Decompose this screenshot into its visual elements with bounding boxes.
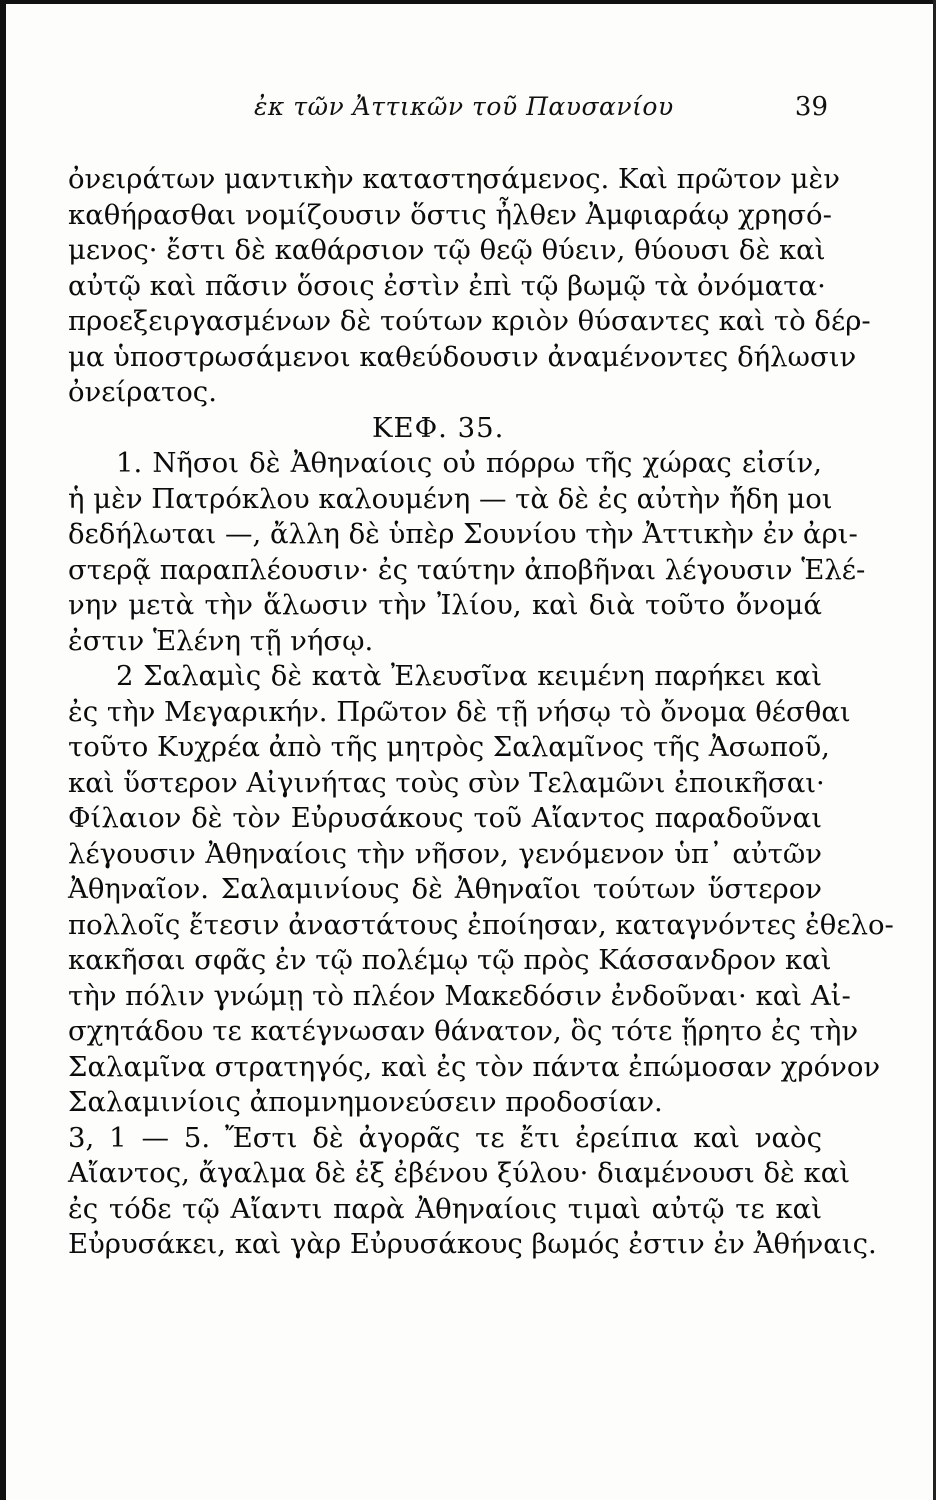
scan-border-top (0, 0, 936, 4)
scan-border-left (0, 0, 6, 1500)
text-line: Εὐρυσάκει, καὶ γὰρ Εὐρυσάκους βωμός ἐστιν ἐν Ἀθήναις. (68, 1228, 877, 1260)
text-line: λέγουσιν Ἀθηναίοις τὴν νῆσον, γενόμενον ὑπ᾽ αὐτῶν (68, 837, 822, 870)
text-line: Αἴαντος, ἄγαλμα δὲ ἐξ ἐβένου ξύλου· διαμένουσι δὲ καὶ (68, 1157, 851, 1189)
text-line: νην μετὰ τὴν ἅλωσιν τὴν Ἰλίου, καὶ διὰ τοῦτο ὄνομά (68, 589, 822, 621)
text-line: ἐστιν Ἑλένη τῇ νήσῳ. (68, 624, 374, 657)
text-line: πολλοῖς ἔτεσιν ἀναστάτους ἐποίησαν, καταγνόντες ἐθελο- (68, 908, 894, 941)
text-line: ὀνειράτων μαντικὴν καταστησάμενος. Καὶ πρῶτον μὲν (68, 163, 840, 195)
text-line: αὐτῷ καὶ πᾶσιν ὅσοις ἐστὶν ἐπὶ τῷ βωμῷ τὰ ὀνόματα· (68, 269, 826, 302)
text-line: τὴν πόλιν γνώμῃ τὸ πλέον Μακεδόσιν ἐνδοῦναι· καὶ Αἰ- (68, 979, 851, 1012)
text-line: μα ὑποστρωσάμενοι καθεύδουσιν ἀναμένοντες δήλωσιν (68, 340, 857, 373)
chapter-heading: ΚΕΦ. 35. (372, 411, 505, 444)
text-line: ὀνείρατος. (68, 376, 217, 408)
text-line: ἐς τόδε τῷ Αἴαντι παρὰ Ἀθηναίοις τιμαὶ αὐτῷ τε καὶ (68, 1192, 822, 1225)
running-title: ἐκ τῶν Ἀττικῶν τοῦ Παυσανίου (254, 92, 674, 121)
page-number: 39 (794, 92, 828, 122)
text-line: τοῦτο Κυχρέα ἀπὸ τῆς μητρὸς Σαλαμῖνος τῆς Ἀσωποῦ, (68, 731, 830, 763)
text-line: Φίλαιον δὲ τὸν Εὐρυσάκους τοῦ Αἴαντος παραδοῦναι (68, 802, 822, 834)
text-line: ἡ μὲν Πατρόκλου καλουμένη — τὰ δὲ ἐς αὐτὴν ἤδη μοι (68, 482, 833, 515)
text-line: 1. Νῆσοι δὲ Ἀθηναίοις οὐ πόρρω τῆς χώρας εἰσίν, (116, 447, 822, 479)
text-line: Σαλαμῖνα στρατηγός, καὶ ἐς τὸν πάντα ἐπώμοσαν χρόνον (68, 1050, 881, 1083)
text-line: μενος· ἔστι δὲ καθάρσιον τῷ θεῷ θύειν, θύουσι δὲ καὶ (68, 234, 826, 266)
body-text (68, 162, 894, 1263)
text-line: καὶ ὕστερον Αἰγινήτας τοὺς σὺν Τελαμῶνι ἐποικῆσαι· (68, 766, 825, 799)
text-line: σχητάδου τε κατέγνωσαν θάνατον, ὃς τότε ᾕρητο ἐς τὴν (68, 1015, 859, 1047)
text-line: προεξειργασμένων δὲ τούτων κριὸν θύσαντες καὶ τὸ δέρ- (68, 305, 871, 337)
text-line: κακῆσαι σφᾶς ἐν τῷ πολέμῳ τῷ πρὸς Κάσσανδρον καὶ (68, 944, 832, 976)
text-line: στερᾷ παραπλέουσιν· ἐς ταύτην ἀποβῆναι λέγουσιν Ἑλέ- (68, 553, 866, 586)
text-line: Ἀθηναῖον. Σαλαμινίους δὲ Ἀθηναῖοι τούτων ὕστερον (68, 873, 822, 905)
page-header (68, 92, 828, 132)
text-line: 3, 1 — 5. Ἔστι δὲ ἀγορᾶς τε ἔτι ἐρείπια καὶ ναὸς (68, 1121, 822, 1154)
text-line: Σαλαμινίοις ἀπομνημονεύσειν προδοσίαν. (68, 1086, 663, 1118)
text-line: καθήρασθαι νομίζουσιν ὅστις ἦλθεν Ἀμφιαράῳ χρησό- (68, 198, 832, 231)
text-line: 2 Σαλαμὶς δὲ κατὰ Ἐλευσῖνα κειμένη παρήκει καὶ (116, 660, 822, 692)
text-line: δεδήλωται —, ἄλλη δὲ ὑπὲρ Σουνίου τὴν Ἀττικὴν ἐν ἀρι- (68, 518, 858, 550)
text-line: ἐς τὴν Μεγαρικήν. Πρῶτον δὲ τῇ νήσῳ τὸ ὄνομα θέσθαι (68, 695, 851, 728)
